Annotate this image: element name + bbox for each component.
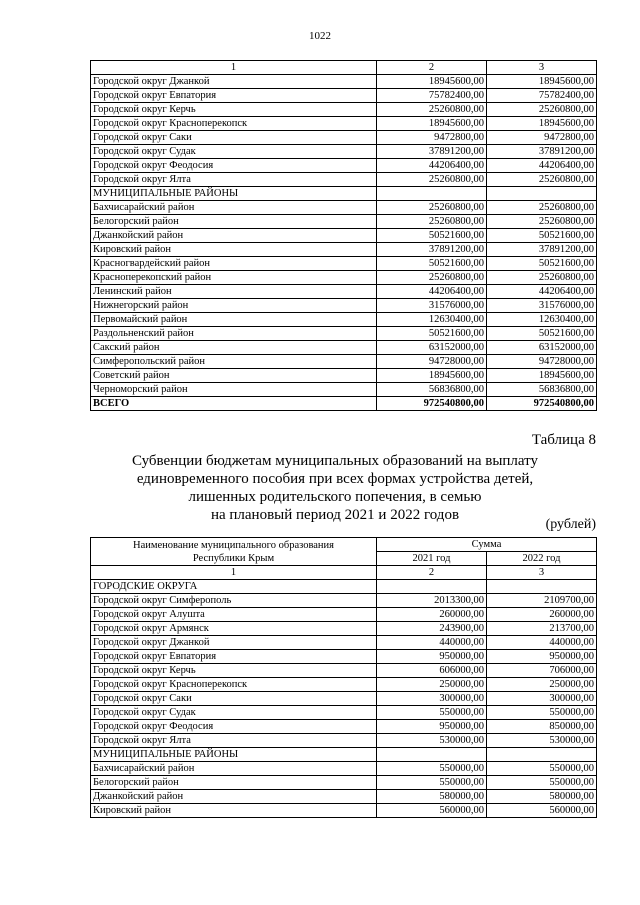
- row-value-2021-cell: 25260800,00: [377, 201, 487, 215]
- table-row: [91, 229, 597, 243]
- row-value-2022-cell: [487, 580, 597, 594]
- row-name-cell: Белогорский район: [91, 776, 377, 790]
- table-row: [91, 215, 597, 229]
- table-row: [91, 173, 597, 187]
- table-row: [91, 594, 597, 608]
- row-name-cell: Городской округ Евпатория: [91, 650, 377, 664]
- row-name-cell: Городской округ Джанкой: [91, 636, 377, 650]
- row-value-2022-cell: 550000,00: [487, 762, 597, 776]
- row-value-2021-cell: 25260800,00: [377, 103, 487, 117]
- table-8: [90, 537, 597, 818]
- row-name-cell: Первомайский район: [91, 313, 377, 327]
- row-name-cell: ВСЕГО: [91, 397, 377, 411]
- row-value-2022-cell: 25260800,00: [487, 201, 597, 215]
- column-number: 1: [91, 61, 377, 75]
- row-value-2021-cell: 2013300,00: [377, 594, 487, 608]
- row-value-2022-cell: 37891200,00: [487, 243, 597, 257]
- table-row: [91, 145, 597, 159]
- row-value-2022-cell: 440000,00: [487, 636, 597, 650]
- table-row: [91, 117, 597, 131]
- row-name-cell: Сакский район: [91, 341, 377, 355]
- row-value-2022-cell: 63152000,00: [487, 341, 597, 355]
- row-value-2021-cell: 44206400,00: [377, 285, 487, 299]
- row-value-2022-cell: 94728000,00: [487, 355, 597, 369]
- row-value-2021-cell: 75782400,00: [377, 89, 487, 103]
- row-value-2022-cell: 56836800,00: [487, 383, 597, 397]
- row-value-2021-cell: 972540800,00: [377, 397, 487, 411]
- table-row: [91, 790, 597, 804]
- row-name-cell: ГОРОДСКИЕ ОКРУГА: [91, 580, 377, 594]
- table-row: [91, 131, 597, 145]
- table-row: [91, 776, 597, 790]
- table-row: [91, 257, 597, 271]
- row-value-2021-cell: 550000,00: [377, 776, 487, 790]
- row-value-2021-cell: 550000,00: [377, 762, 487, 776]
- row-value-2021-cell: 18945600,00: [377, 369, 487, 383]
- table-row: [91, 201, 597, 215]
- units-label: (рублей): [545, 517, 596, 532]
- row-name-cell: Городской округ Судак: [91, 145, 377, 159]
- row-name-cell: Городской округ Евпатория: [91, 89, 377, 103]
- row-name-cell: Раздольненский район: [91, 327, 377, 341]
- table-row: [91, 678, 597, 692]
- row-value-2021-cell: 50521600,00: [377, 257, 487, 271]
- caption-line: лишенных родительского попечения, в семью: [188, 489, 482, 505]
- row-value-2022-cell: 300000,00: [487, 692, 597, 706]
- continued-table: [90, 60, 597, 411]
- row-name-cell: Городской округ Керчь: [91, 103, 377, 117]
- column-number: 3: [487, 61, 597, 75]
- row-value-2022-cell: 31576000,00: [487, 299, 597, 313]
- column-number: 2: [377, 61, 487, 75]
- row-value-2022-cell: 44206400,00: [487, 285, 597, 299]
- table-row: [91, 75, 597, 89]
- table-row: [91, 608, 597, 622]
- table-row: [91, 692, 597, 706]
- table-row: [91, 299, 597, 313]
- row-name-cell: Советский район: [91, 369, 377, 383]
- row-value-2022-cell: [487, 748, 597, 762]
- row-value-2022-cell: [487, 187, 597, 201]
- column-number-row: [91, 566, 597, 580]
- table-row: [91, 397, 597, 411]
- table-row: [91, 159, 597, 173]
- column-number-row: [91, 61, 597, 75]
- row-name-cell: Белогорский район: [91, 215, 377, 229]
- row-name-cell: Городской округ Феодосия: [91, 159, 377, 173]
- header-name-cell: [91, 538, 377, 566]
- column-number: 1: [91, 566, 377, 580]
- header-name-line: Республики Крым: [192, 552, 275, 564]
- table-label: Таблица 8: [531, 432, 596, 448]
- row-value-2022-cell: 50521600,00: [487, 327, 597, 341]
- row-value-2022-cell: 50521600,00: [487, 257, 597, 271]
- row-name-cell: Городской округ Симферополь: [91, 594, 377, 608]
- row-name-cell: Городской округ Ялта: [91, 734, 377, 748]
- row-value-2022-cell: 18945600,00: [487, 369, 597, 383]
- row-value-2021-cell: 440000,00: [377, 636, 487, 650]
- row-value-2021-cell: 560000,00: [377, 804, 487, 818]
- table-row: [91, 327, 597, 341]
- table-row: [91, 734, 597, 748]
- row-value-2022-cell: 530000,00: [487, 734, 597, 748]
- row-name-cell: Городской округ Саки: [91, 692, 377, 706]
- row-name-cell: Черноморский район: [91, 383, 377, 397]
- row-value-2022-cell: 950000,00: [487, 650, 597, 664]
- row-value-2021-cell: 56836800,00: [377, 383, 487, 397]
- caption-line: Субвенции бюджетам муниципальных образований на выплату: [131, 453, 539, 469]
- row-value-2022-cell: 37891200,00: [487, 145, 597, 159]
- caption-line: на плановый период 2021 и 2022 годов: [210, 507, 460, 523]
- row-value-2022-cell: 2109700,00: [487, 594, 597, 608]
- row-name-cell: Городской округ Саки: [91, 131, 377, 145]
- row-value-2021-cell: 12630400,00: [377, 313, 487, 327]
- row-value-2022-cell: 50521600,00: [487, 229, 597, 243]
- table-row: [91, 187, 597, 201]
- row-value-2021-cell: [377, 187, 487, 201]
- row-value-2021-cell: 25260800,00: [377, 271, 487, 285]
- table-row: [91, 285, 597, 299]
- row-name-cell: Красногвардейский район: [91, 257, 377, 271]
- row-value-2021-cell: 950000,00: [377, 720, 487, 734]
- table-row: [91, 664, 597, 678]
- row-name-cell: Городской округ Красноперекопск: [91, 678, 377, 692]
- row-value-2021-cell: 31576000,00: [377, 299, 487, 313]
- row-name-cell: Городской округ Судак: [91, 706, 377, 720]
- row-value-2021-cell: 25260800,00: [377, 215, 487, 229]
- table-row: [91, 271, 597, 285]
- row-value-2021-cell: 260000,00: [377, 608, 487, 622]
- row-name-cell: Городской округ Армянск: [91, 622, 377, 636]
- table-row: [91, 706, 597, 720]
- row-name-cell: Ленинский район: [91, 285, 377, 299]
- row-value-2022-cell: 850000,00: [487, 720, 597, 734]
- row-value-2022-cell: 9472800,00: [487, 131, 597, 145]
- row-value-2021-cell: 530000,00: [377, 734, 487, 748]
- row-name-cell: Городской округ Алушта: [91, 608, 377, 622]
- row-name-cell: Городской округ Керчь: [91, 664, 377, 678]
- row-value-2022-cell: 25260800,00: [487, 103, 597, 117]
- row-name-cell: Кировский район: [91, 243, 377, 257]
- table-row: [91, 580, 597, 594]
- table-row: [91, 369, 597, 383]
- table-row: [91, 622, 597, 636]
- row-value-2021-cell: 94728000,00: [377, 355, 487, 369]
- row-value-2021-cell: 37891200,00: [377, 243, 487, 257]
- table-row: [91, 804, 597, 818]
- row-value-2022-cell: 550000,00: [487, 706, 597, 720]
- row-value-2021-cell: 50521600,00: [377, 327, 487, 341]
- row-name-cell: МУНИЦИПАЛЬНЫЕ РАЙОНЫ: [91, 748, 377, 762]
- page-number: 1022: [309, 30, 331, 42]
- row-value-2021-cell: 50521600,00: [377, 229, 487, 243]
- row-name-cell: Городской округ Красноперекопск: [91, 117, 377, 131]
- row-value-2022-cell: 12630400,00: [487, 313, 597, 327]
- table-caption: [100, 452, 570, 524]
- row-name-cell: Бахчисарайский район: [91, 762, 377, 776]
- row-value-2021-cell: 606000,00: [377, 664, 487, 678]
- row-value-2022-cell: 972540800,00: [487, 397, 597, 411]
- row-value-2021-cell: [377, 748, 487, 762]
- header-row: [91, 538, 597, 552]
- row-value-2022-cell: 18945600,00: [487, 117, 597, 131]
- row-value-2022-cell: 706000,00: [487, 664, 597, 678]
- row-name-cell: Бахчисарайский район: [91, 201, 377, 215]
- table-row: [91, 341, 597, 355]
- row-value-2022-cell: 25260800,00: [487, 271, 597, 285]
- row-name-cell: Симферопольский район: [91, 355, 377, 369]
- column-number: 3: [487, 566, 597, 580]
- header-year-2022: 2022 год: [487, 552, 597, 566]
- row-value-2022-cell: 550000,00: [487, 776, 597, 790]
- row-value-2021-cell: 18945600,00: [377, 75, 487, 89]
- table-row: [91, 355, 597, 369]
- table-row: [91, 762, 597, 776]
- row-name-cell: Джанкойский район: [91, 229, 377, 243]
- table-row: [91, 89, 597, 103]
- header-name-line: Наименование муниципального образования: [133, 539, 334, 551]
- table-row: [91, 243, 597, 257]
- row-name-cell: Красноперекопский район: [91, 271, 377, 285]
- header-sum: Сумма: [377, 538, 597, 552]
- table-row: [91, 313, 597, 327]
- row-value-2022-cell: 18945600,00: [487, 75, 597, 89]
- row-value-2022-cell: 213700,00: [487, 622, 597, 636]
- caption-line: единовременного пособия при всех формах устройства детей,: [136, 471, 534, 487]
- table-row: [91, 636, 597, 650]
- row-value-2022-cell: 250000,00: [487, 678, 597, 692]
- row-value-2021-cell: 63152000,00: [377, 341, 487, 355]
- row-value-2021-cell: 25260800,00: [377, 173, 487, 187]
- row-name-cell: Кировский район: [91, 804, 377, 818]
- row-value-2021-cell: 550000,00: [377, 706, 487, 720]
- row-value-2021-cell: [377, 580, 487, 594]
- row-value-2022-cell: 260000,00: [487, 608, 597, 622]
- table-row: [91, 748, 597, 762]
- column-number: 2: [377, 566, 487, 580]
- row-name-cell: Джанкойский район: [91, 790, 377, 804]
- row-value-2022-cell: 25260800,00: [487, 173, 597, 187]
- row-name-cell: Городской округ Ялта: [91, 173, 377, 187]
- row-value-2021-cell: 300000,00: [377, 692, 487, 706]
- row-value-2021-cell: 243900,00: [377, 622, 487, 636]
- row-value-2021-cell: 9472800,00: [377, 131, 487, 145]
- header-year-2021: 2021 год: [377, 552, 487, 566]
- table-row: [91, 103, 597, 117]
- row-value-2021-cell: 250000,00: [377, 678, 487, 692]
- table-row: [91, 650, 597, 664]
- row-value-2021-cell: 580000,00: [377, 790, 487, 804]
- table-row: [91, 383, 597, 397]
- row-value-2022-cell: 560000,00: [487, 804, 597, 818]
- row-value-2022-cell: 44206400,00: [487, 159, 597, 173]
- row-value-2022-cell: 580000,00: [487, 790, 597, 804]
- row-name-cell: МУНИЦИПАЛЬНЫЕ РАЙОНЫ: [91, 187, 377, 201]
- table-row: [91, 720, 597, 734]
- row-value-2022-cell: 75782400,00: [487, 89, 597, 103]
- row-value-2021-cell: 950000,00: [377, 650, 487, 664]
- row-value-2021-cell: 18945600,00: [377, 117, 487, 131]
- row-value-2022-cell: 25260800,00: [487, 215, 597, 229]
- row-name-cell: Нижнегорский район: [91, 299, 377, 313]
- row-name-cell: Городской округ Феодосия: [91, 720, 377, 734]
- row-value-2021-cell: 37891200,00: [377, 145, 487, 159]
- row-name-cell: Городской округ Джанкой: [91, 75, 377, 89]
- row-value-2021-cell: 44206400,00: [377, 159, 487, 173]
